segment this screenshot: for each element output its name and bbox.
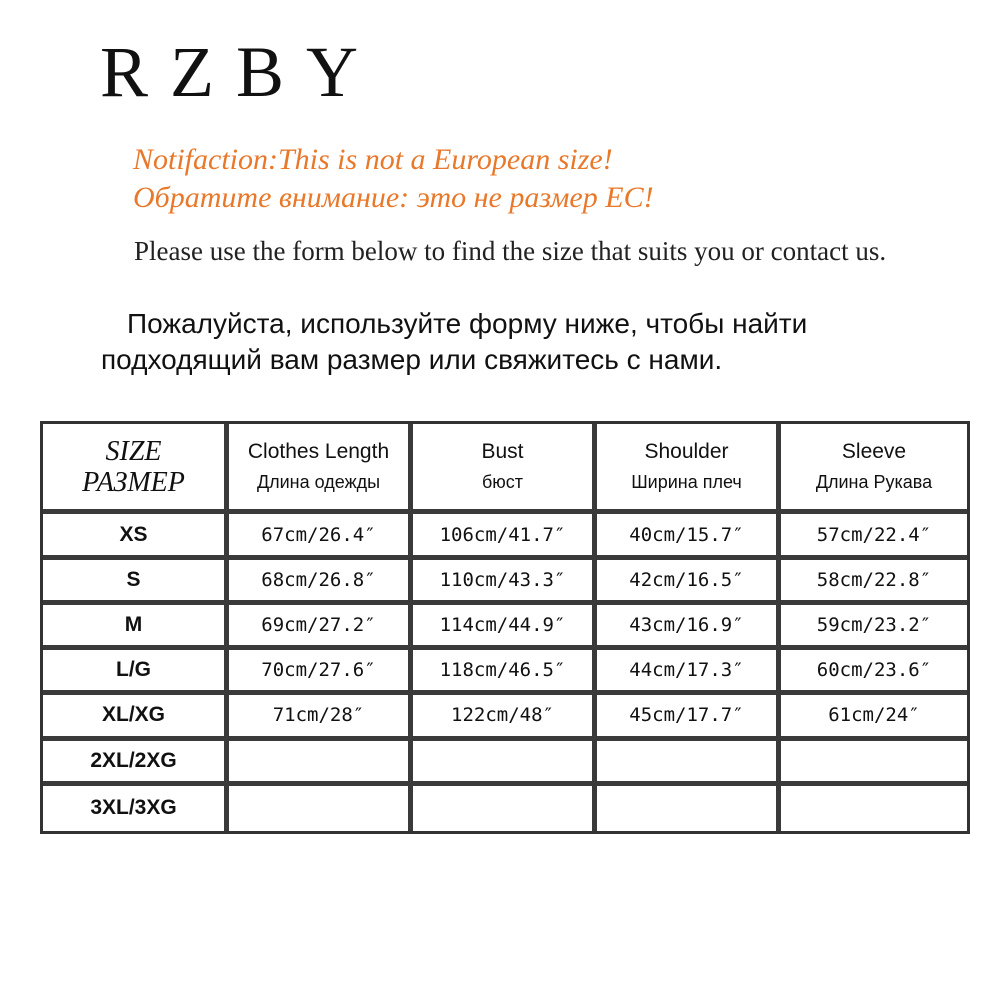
column-header-ru: Длина одежды xyxy=(256,471,381,492)
size-label: XL/XG xyxy=(43,695,229,740)
clothes-length-value: 70cm/27.6″ xyxy=(229,650,413,695)
size-label: 2XL/2XG xyxy=(43,741,229,786)
column-header-en: Shoulder xyxy=(644,439,729,463)
column-header-sleeve xyxy=(781,424,967,514)
brand-logo: RZBY xyxy=(100,32,381,112)
bust-value: 122cm/48″ xyxy=(413,695,597,740)
table-row-m xyxy=(43,605,967,650)
bust-value xyxy=(413,786,597,831)
column-header-ru: Длина Рукава xyxy=(815,471,933,492)
notice-en: Notifaction:This is not a European size! xyxy=(133,143,613,176)
bust-value: 118cm/46.5″ xyxy=(413,650,597,695)
column-header-ru: Ширина плеч xyxy=(631,471,742,492)
table-row-xs xyxy=(43,514,967,559)
size-column-header xyxy=(43,424,229,514)
bust-value: 106cm/41.7″ xyxy=(413,514,597,559)
sleeve-value xyxy=(781,786,967,831)
table-row-xl-xg xyxy=(43,695,967,740)
column-header-en: Clothes Length xyxy=(247,439,390,463)
clothes-length-value xyxy=(229,741,413,786)
shoulder-value: 42cm/16.5″ xyxy=(597,560,781,605)
column-header-ru: бюст xyxy=(481,471,524,492)
table-row-2xl-2xg xyxy=(43,741,967,786)
shoulder-value xyxy=(597,741,781,786)
column-header-en: Sleeve xyxy=(841,439,907,463)
size-header-en: SIZE xyxy=(105,435,162,467)
size-label: XS xyxy=(43,514,229,559)
column-header-clothes-length xyxy=(229,424,413,514)
table-row-3xl-3xg xyxy=(43,786,967,831)
size-chart-table xyxy=(40,421,970,834)
size-label: 3XL/3XG xyxy=(43,786,229,831)
sleeve-value: 59cm/23.2″ xyxy=(781,605,967,650)
column-header-en: Bust xyxy=(481,439,524,463)
column-header-bust xyxy=(413,424,597,514)
shoulder-value: 45cm/17.7″ xyxy=(597,695,781,740)
clothes-length-value: 71cm/28″ xyxy=(229,695,413,740)
instructions-ru: Пожалуйста, используйте форму ниже, чтобы найти подходящий вам размер или свяжитесь с нами. xyxy=(101,308,808,375)
bust-value: 110cm/43.3″ xyxy=(413,560,597,605)
bust-value xyxy=(413,741,597,786)
size-label: M xyxy=(43,605,229,650)
size-label: L/G xyxy=(43,650,229,695)
size-header-ru: РАЗМЕР xyxy=(82,466,185,498)
sleeve-value: 61cm/24″ xyxy=(781,695,967,740)
sleeve-value xyxy=(781,741,967,786)
table-row-s xyxy=(43,560,967,605)
clothes-length-value: 68cm/26.8″ xyxy=(229,560,413,605)
bust-value: 114cm/44.9″ xyxy=(413,605,597,650)
shoulder-value: 44cm/17.3″ xyxy=(597,650,781,695)
instructions-en: Please use the form below to find the size that suits you or contact us. xyxy=(134,236,887,266)
clothes-length-value: 67cm/26.4″ xyxy=(229,514,413,559)
clothes-length-value xyxy=(229,786,413,831)
table-row-l-g xyxy=(43,650,967,695)
table-header-row xyxy=(43,424,967,514)
size-label: S xyxy=(43,560,229,605)
sleeve-value: 58cm/22.8″ xyxy=(781,560,967,605)
notice-ru: Обратите внимание: это не размер ЕС! xyxy=(133,181,654,214)
shoulder-value xyxy=(597,786,781,831)
sleeve-value: 57cm/22.4″ xyxy=(781,514,967,559)
shoulder-value: 43cm/16.9″ xyxy=(597,605,781,650)
sleeve-value: 60cm/23.6″ xyxy=(781,650,967,695)
column-header-shoulder xyxy=(597,424,781,514)
shoulder-value: 40cm/15.7″ xyxy=(597,514,781,559)
clothes-length-value: 69cm/27.2″ xyxy=(229,605,413,650)
